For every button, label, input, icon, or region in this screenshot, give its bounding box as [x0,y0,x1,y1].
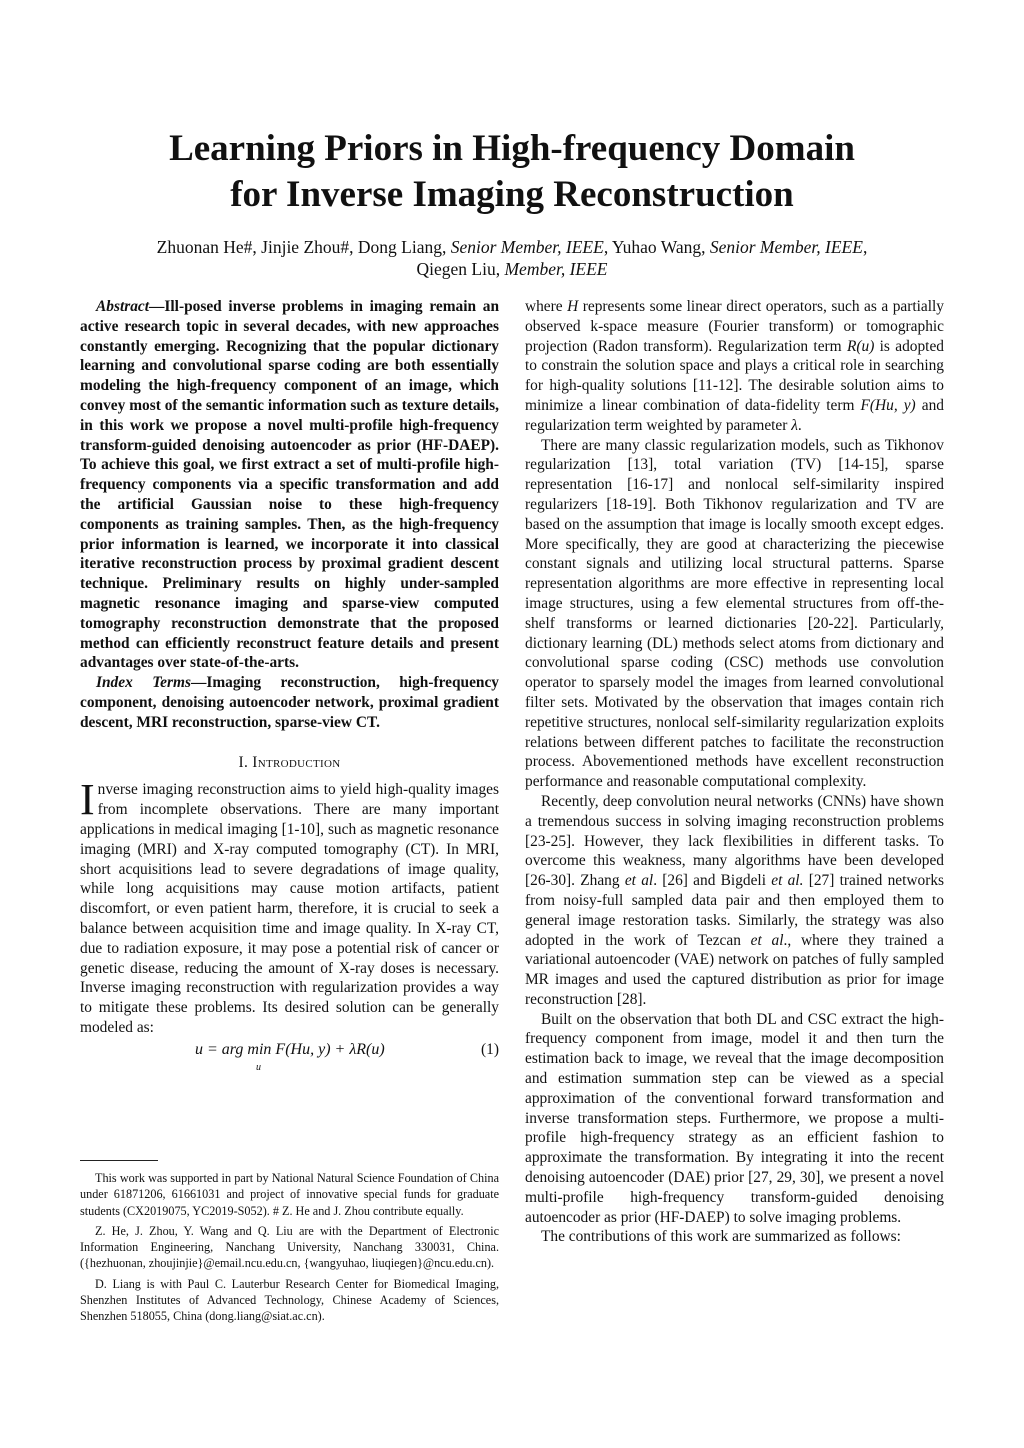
text-run: et al [750,931,784,949]
text-run: and regularization term weighted by parameter [525,396,944,434]
footnote-rule [80,1160,158,1161]
drop-cap: I [80,775,95,825]
math-symbol: R(u) [846,337,875,355]
section-number: I. [238,753,249,771]
footnote-funding: This work was supported in part by National Natural Science Foundation of China under 61871206, 61661031 and project of innovative special funds for graduate students (CX2019075, YC2019-S052). # Z. He and J. Zhou contribute equally. [80,1171,499,1218]
paper-title [60,126,964,218]
text-run: et al [624,872,654,890]
author-names: Zhuonan He#, Jinjie Zhou#, Dong Liang, [156,237,447,257]
body-paragraph: The contributions of this work are summarized as follows: [541,1228,901,1246]
section-title: Introduction [252,753,341,771]
body-paragraph [525,792,944,1010]
intro-paragraph [80,775,499,1037]
left-column [80,297,500,1073]
author-affiliation: Senior Member, IEEE [709,237,863,257]
text-run: ., where they trained a variational autoencoder (VAE) network on patches of fully sampled MR images and used the captured distribution as prior for image reconstruction [28]. [525,931,944,1008]
author-punct: , [862,237,868,257]
title-line-1: Learning Priors in High-frequency Domain [169,128,855,169]
text-run: Recently, deep convolution neural networks (CNNs) have shown a tremendous success in solving imaging reconstruction problems [23-25]. However, they lack flexibilities in different tasks. To overcome this weakness, many algorithms have been developed [26-30]. Zhang [525,792,944,890]
abstract [80,297,499,673]
author-names: Qiegen Liu, [416,259,501,279]
body-paragraph [525,297,944,436]
text-run: [27] trained networks from noisy-full sampled data pair and then employed them to general image restoration tasks. Similarly, the strategy was also adopted in the work of Tezcan [525,872,945,949]
math-symbol: H [567,298,579,315]
math-symbol: F(Hu, y) [860,396,916,414]
abstract-lead: Abstract [96,298,150,315]
index-terms [80,673,499,732]
index-terms-text: —Imaging reconstruction, high-frequency component, denoising autoencoder network, proximal gradient descent, MRI reconstruction, sparse-view CT. [80,674,500,731]
text-run: . [26] and Bigdeli [653,872,766,890]
author-affiliation: Member, IEEE [504,259,608,279]
body-paragraph: There are many classic regularization models, such as Tikhonov regularization [13], total variation (TV) [14-15], sparse representation [16-17] and nonlocal self-similarity inspired regularizers [18-19]. Both Tikhonov regularization and TV are based on the assumption that image is locally smooth except edges. More specifically, they are good at characterizing the piecewise constant signals and utilizing local structural patterns. Sparse representation algorithms are more effective in representing local image structures, using a few elemental structures from off-the-shelf transforms or learned dictionaries [20-22]. Particularly, dictionary learning (DL) methods select atoms from dictionary and convolutional sparse coding (CSC) methods use convolution operator to sparsely model the images from learned convolutional filter sets. Motivated by the observation that images contain rich repetitive structures, nonlocal self-similarity regularization exploits relations between different patches to facilitate the reconstruction process. Abovementioned methods have excellent reconstruction performance and reasonable computational complexity. [525,436,944,791]
author-line-2 [60,258,964,280]
text-run: . [797,416,802,434]
title-line-2: for Inverse Imaging Reconstruction [230,174,794,215]
section-heading-introduction [80,753,499,773]
author-list [60,236,964,280]
index-terms-lead: Index Terms [96,674,191,692]
equation-subscript: u [256,1061,261,1073]
equation-body: u = arg min F(Hu, y) + λR(u) [195,1040,385,1058]
footnotes [80,1170,499,1329]
intro-text: nverse imaging reconstruction aims to yield high-quality images from incomplete observations. There are many important applications in medical imaging [1-10], such as magnetic resonance imaging (MRI) and X-ray computed tomography (CT). In MRI, short acquisitions lead to severe degradations of image quality, while long acquisitions may cause motion artifacts, patient discomfort, or even patient harm, therefore, it is crucial to seek a balance between acquisition time and image quality. In X-ray CT, due to radiation exposure, it may pose a potential risk of cancer or genetic disease, reducing the amount of X-ray doses is necessary. Inverse imaging reconstruction with regularization provides a way to mitigate these problems. Its desired solution can be generally modeled as: [80,781,499,1036]
body-paragraph: Built on the observation that both DL and CSC extract the high-frequency component from image, model it and then turn the estimation back to image, we reveal that the image decomposition and estimation summation step can be viewed as a special approximation of the conventional forward transformation and inverse transformation steps. Furthermore, we propose a multi-profile high-frequency strategy as an efficient fashion to approximate the transformation. By integrating it into the recent denoising autoencoder (DAE) prior [27, 29, 30], we present a novel multi-profile high-frequency transform-guided denoising autoencoder as prior (HF-DAEP) to solve imaging problems. [525,1010,944,1226]
equation-1 [80,1040,499,1073]
right-column [525,297,944,1247]
text-run: where [525,298,563,315]
abstract-text: —Ill-posed inverse problems in imaging remain an active research topic in several decades, with new approaches constantly emerging. Recognizing that the popular dictionary learning and convolutional sparse coding are both essentially modeling the high-frequency component of an image, which convey most of the semantic information such as texture details, in this work we propose a novel multi-profile high-frequency transform-guided denoising autoencoder as prior (HF-DAEP). To achieve this goal, we first extract a set of multi-profile high-frequency components via a specific transformation and add the artificial Gaussian noise to these high-frequency components as training samples. Then, as the high-frequency prior information is learned, we incorporate it into classical iterative reconstruction process by proximal gradient descent technique. Preliminary results on highly under-sampled magnetic resonance imaging and sparse-view computed tomography reconstruction demonstrate that the proposed method can efficiently reconstruct feature details and present advantages over state-of-the-arts. [80,298,499,672]
footnote-affiliation-1: Z. He, J. Zhou, Y. Wang and Q. Liu are with the Department of Electronic Information Engineering, Nanchang University, Nanchang 330031, China. ({hezhuonan, zhoujinjie}@email.ncu.edu.cn, {wangyuhao, liuqiegen}@ncu.edu.cn). [80,1223,499,1271]
text-run: is adopted to constrain the solution space and plays a critical role in searching for high-quality solutions [11-12]. The desirable solution aims to minimize a linear combination of data-fidelity term [525,337,944,414]
author-affiliation: Senior Member, IEEE [450,237,604,257]
math-symbol: λ [791,416,798,434]
footnote-affiliation-2: D. Liang is with Paul C. Lauterbur Research Center for Biomedical Imaging, Shenzhen Institutes of Advanced Technology, Chinese Academy of Sciences, Shenzhen 518055, China (dong.liang@siat.ac.cn). [80,1276,499,1324]
text-run: represents some linear direct operators, such as a partially observed k-space measure (Fourier transform) or tomographic projection (Radon transform). Regularization term [525,298,944,355]
equation-number: (1) [481,1040,499,1058]
author-line-1 [60,236,964,258]
author-names: , Yuhao Wang, [603,237,706,257]
text-run: et al. [771,872,804,890]
